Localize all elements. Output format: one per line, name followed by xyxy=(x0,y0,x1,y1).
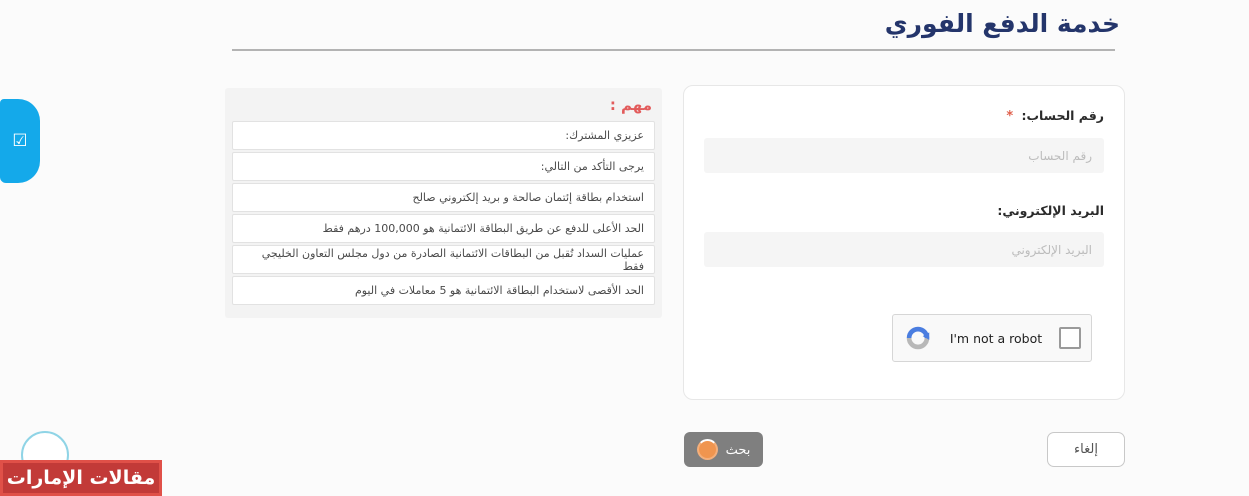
notice-item: يرجى التأكد من التالي: xyxy=(232,152,655,181)
required-asterisk: * xyxy=(1006,109,1014,124)
watermark-badge: مقالات الإمارات xyxy=(0,460,162,496)
email-input[interactable] xyxy=(704,232,1104,267)
survey-check-icon: ☑ xyxy=(12,130,28,151)
title-divider xyxy=(232,49,1115,51)
notice-item: استخدام بطاقة إئتمان صالحة و بريد إلكتروني صالح xyxy=(232,183,655,212)
recaptcha-icon xyxy=(903,323,933,353)
search-button-label: بحث xyxy=(725,441,751,457)
notice-item: الحد الأقصى لاستخدام البطاقة الائتمانية هو 5 معاملات في اليوم xyxy=(232,276,655,305)
account-number-label-text: رقم الحساب: xyxy=(1021,108,1104,123)
page-title: خدمة الدفع الفوري xyxy=(884,9,1120,38)
notice-item: عزيزي المشترك: xyxy=(232,121,655,150)
account-number-label xyxy=(704,108,1104,124)
spinner-icon xyxy=(697,439,718,460)
recaptcha-checkbox[interactable] xyxy=(1059,327,1081,349)
notice-item: الحد الأعلى للدفع عن طريق البطاقة الائتمانية هو 100,000 درهم فقط xyxy=(232,214,655,243)
account-number-input[interactable] xyxy=(704,138,1104,173)
payment-form-panel xyxy=(683,85,1125,400)
search-button[interactable] xyxy=(684,432,763,467)
feedback-tab[interactable] xyxy=(0,99,40,183)
notice-heading: مهم : xyxy=(609,96,652,114)
recaptcha-widget xyxy=(892,314,1092,362)
notice-box xyxy=(225,88,662,318)
email-label: البريد الإلكتروني: xyxy=(997,203,1104,218)
recaptcha-label: I'm not a robot xyxy=(949,330,1043,346)
notice-item: عمليات السداد تُقبل من البطاقات الائتمانية الصادرة من دول مجلس التعاون الخليجي فقط xyxy=(232,245,655,274)
cancel-button[interactable]: إلغاء xyxy=(1047,432,1125,467)
